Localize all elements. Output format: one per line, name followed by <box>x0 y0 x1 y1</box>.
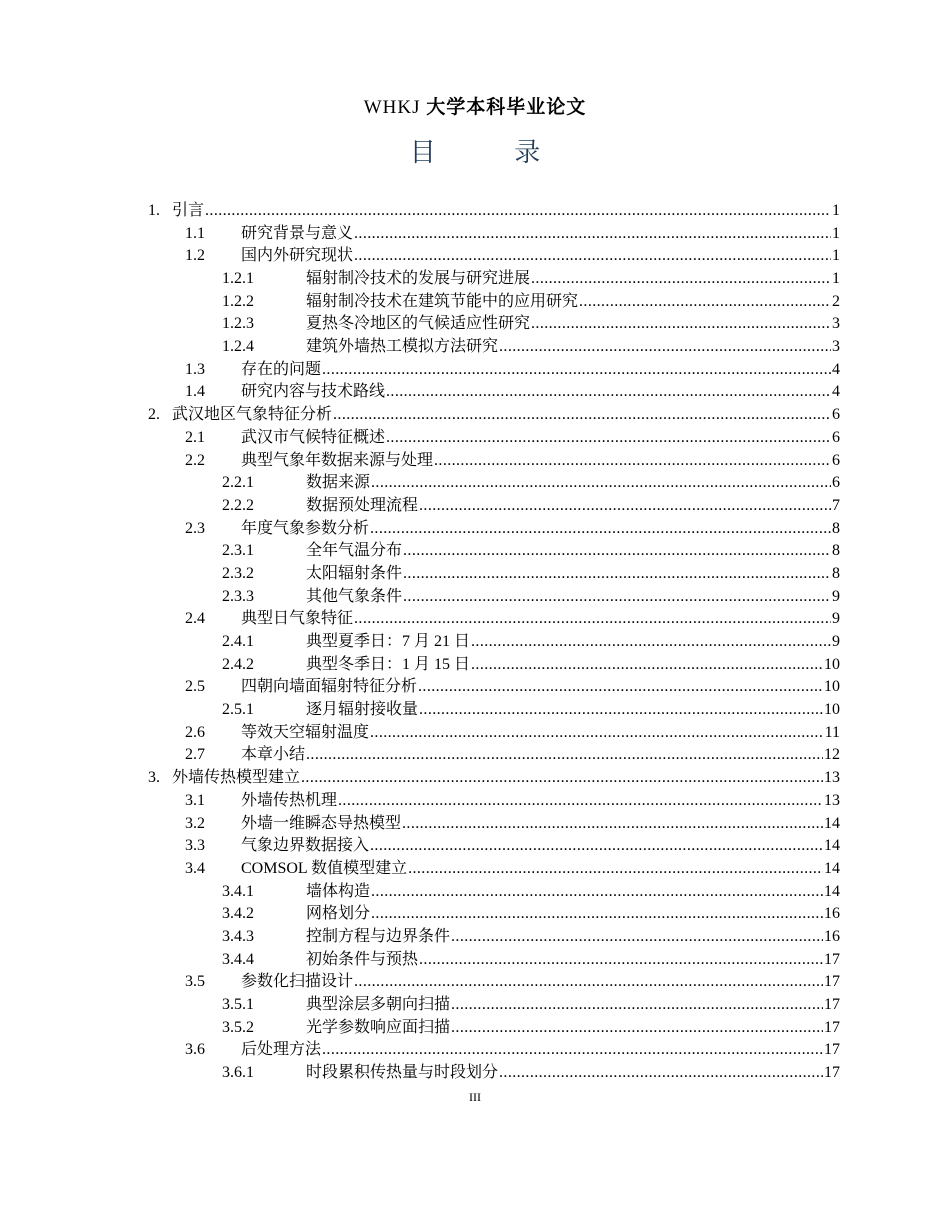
toc-entry-page: 4 <box>832 360 840 378</box>
toc-entry-title: 后处理方法 <box>241 1041 322 1059</box>
document-header <box>0 92 950 119</box>
toc-entry-page: 3 <box>832 315 840 333</box>
toc-dot-leader <box>434 450 831 473</box>
toc-entry-page: 1 <box>832 224 840 242</box>
toc-entry-page: 9 <box>832 633 840 651</box>
toc-dot-leader <box>451 1017 823 1040</box>
toc-dot-leader <box>354 223 831 246</box>
toc-entry-number: 2.2.1 <box>222 474 254 492</box>
toc-entry[interactable] <box>148 813 840 836</box>
toc-entry[interactable] <box>148 223 840 246</box>
toc-dot-leader <box>403 540 831 563</box>
toc-entry-title: 全年气温分布 <box>306 542 403 560</box>
toc-dot-leader <box>205 200 831 223</box>
toc-dot-leader <box>322 1039 823 1062</box>
toc-entry-number: 1.4 <box>185 383 205 401</box>
toc-entry-title: 辐射制冷技术在建筑节能中的应用研究 <box>306 292 579 310</box>
toc-entry-title: 网格划分 <box>306 905 371 923</box>
toc-entry-number: 2.4.1 <box>222 633 254 651</box>
toc-entry[interactable] <box>148 881 840 904</box>
toc-dot-leader <box>354 608 831 631</box>
toc-entry[interactable] <box>148 291 840 314</box>
toc-dot-leader <box>403 586 831 609</box>
toc-entry[interactable] <box>148 835 840 858</box>
toc-entry-page: 14 <box>824 814 840 832</box>
toc-entry[interactable] <box>148 586 840 609</box>
toc-entry[interactable] <box>148 926 840 949</box>
toc-dot-leader <box>499 1062 823 1085</box>
toc-entry-number: 2.5 <box>185 678 205 696</box>
toc-entry-title: 典型冬季日：1 月 15 日 <box>306 655 471 673</box>
toc-entry-title: COMSOL 数值模型建立 <box>241 859 408 877</box>
toc-entry[interactable] <box>148 608 840 631</box>
toc-entry-page: 2 <box>832 292 840 310</box>
toc-dot-leader <box>402 813 823 836</box>
toc-entry-title: 辐射制冷技术的发展与研究进展 <box>306 270 531 288</box>
toc-dot-leader <box>418 676 823 699</box>
toc-entry-number: 3.4.3 <box>222 927 254 945</box>
toc-entry-title: 外墙一维瞬态导热模型 <box>241 814 402 832</box>
toc-entry[interactable] <box>148 495 840 518</box>
toc-entry[interactable] <box>148 563 840 586</box>
toc-entry-number: 2.3.1 <box>222 542 254 560</box>
toc-entry-title: 逐月辐射接收量 <box>306 701 419 719</box>
toc-entry-page: 6 <box>832 474 840 492</box>
toc-dot-leader <box>371 903 823 926</box>
toc-entry-title: 国内外研究现状 <box>241 247 354 265</box>
toc-dot-leader <box>370 722 824 745</box>
toc-entry[interactable] <box>148 450 840 473</box>
toc-entry-title: 研究背景与意义 <box>241 224 354 242</box>
toc-entry-page: 10 <box>824 701 840 719</box>
toc-entry-page: 10 <box>824 678 840 696</box>
toc-dot-leader <box>471 654 823 677</box>
toc-entry-page: 17 <box>824 996 840 1014</box>
toc-entry-number: 1.1 <box>185 224 205 242</box>
toc-entry-number: 2.5.1 <box>222 701 254 719</box>
toc-entry-page: 6 <box>832 451 840 469</box>
toc-entry-title: 建筑外墙热工模拟方法研究 <box>306 338 499 356</box>
toc-entry-title: 武汉市气候特征概述 <box>241 428 386 446</box>
toc-entry-page: 9 <box>832 587 840 605</box>
toc-entry-page: 17 <box>824 950 840 968</box>
toc-entry-title: 武汉地区气象特征分析 <box>172 406 333 424</box>
toc-entry-number: 3.3 <box>185 837 205 855</box>
toc-dot-leader <box>322 359 831 382</box>
toc-dot-leader <box>338 790 823 813</box>
toc-entry-page: 12 <box>824 746 840 764</box>
toc-entry-number: 3.4.1 <box>222 882 254 900</box>
toc-entry[interactable] <box>148 654 840 677</box>
toc-entry-number: 1.2.3 <box>222 315 254 333</box>
toc-entry-page: 6 <box>832 406 840 424</box>
toc-entry-title: 气象边界数据接入 <box>241 837 370 855</box>
toc-entry-page: 14 <box>824 837 840 855</box>
toc-dot-leader <box>408 858 823 881</box>
toc-entry[interactable] <box>148 404 840 427</box>
toc-entry-page: 17 <box>824 1041 840 1059</box>
toc-entry-title: 典型涂层多朝向扫描 <box>306 996 451 1014</box>
toc-entry-number: 3.5 <box>185 973 205 991</box>
toc-entry-title: 外墙传热机理 <box>241 791 338 809</box>
toc-entry-page: 16 <box>824 927 840 945</box>
toc-entry[interactable] <box>148 949 840 972</box>
toc-entry[interactable] <box>148 994 840 1017</box>
toc-entry[interactable] <box>148 268 840 291</box>
toc-dot-leader <box>354 971 823 994</box>
toc-entry-page: 8 <box>832 542 840 560</box>
toc-entry-title: 墙体构造 <box>306 882 371 900</box>
toc-entry[interactable] <box>148 903 840 926</box>
toc-entry[interactable] <box>148 767 840 790</box>
toc-entry-page: 8 <box>832 519 840 537</box>
toc-entry[interactable] <box>148 676 840 699</box>
toc-entry-page: 17 <box>824 1018 840 1036</box>
toc-entry-number: 2.1 <box>185 428 205 446</box>
toc-entry-number: 1.2.4 <box>222 338 254 356</box>
toc-dot-leader <box>403 563 831 586</box>
toc-dot-leader <box>451 994 823 1017</box>
toc-entry-title: 参数化扫描设计 <box>241 973 354 991</box>
header-title: 大学本科毕业论文 <box>426 97 587 118</box>
toc-entry-page: 17 <box>824 973 840 991</box>
header-prefix: WHKJ <box>363 97 421 118</box>
toc-entry-title: 年度气象参数分析 <box>241 519 370 537</box>
toc-entry-title: 初始条件与预热 <box>306 950 419 968</box>
toc-entry-title: 外墙传热模型建立 <box>172 769 301 787</box>
toc-entry-number: 2.7 <box>185 746 205 764</box>
toc-entry-title: 数据预处理流程 <box>306 496 419 514</box>
toc-dot-leader <box>333 404 831 427</box>
toc-entry[interactable] <box>148 382 840 405</box>
toc-dot-leader <box>419 949 823 972</box>
toc-entry-title: 控制方程与边界条件 <box>306 927 451 945</box>
table-of-contents <box>148 200 840 1085</box>
toc-entry-number: 3.2 <box>185 814 205 832</box>
toc-entry-title: 引言 <box>172 201 205 219</box>
toc-dot-leader <box>371 472 831 495</box>
toc-entry-page: 13 <box>824 791 840 809</box>
toc-entry-number: 2.3 <box>185 519 205 537</box>
toc-entry-number: 2.3.3 <box>222 587 254 605</box>
toc-dot-leader <box>354 245 831 268</box>
toc-entry-page: 13 <box>824 769 840 787</box>
toc-dot-leader <box>386 381 831 404</box>
toc-entry-number: 3. <box>148 769 160 787</box>
toc-entry[interactable] <box>148 1062 840 1085</box>
toc-entry-page: 9 <box>832 610 840 628</box>
toc-entry-number: 3.6.1 <box>222 1064 254 1082</box>
toc-entry-number: 1.2.2 <box>222 292 254 310</box>
toc-entry-number: 2.4 <box>185 610 205 628</box>
toc-entry[interactable] <box>148 745 840 768</box>
toc-entry-page: 1 <box>832 201 840 219</box>
toc-title: 目 录 <box>409 138 577 167</box>
toc-dot-leader <box>419 699 823 722</box>
toc-entry-title: 其他气象条件 <box>306 587 403 605</box>
toc-entry-number: 2. <box>148 406 160 424</box>
toc-entry[interactable] <box>148 1039 840 1062</box>
toc-entry-number: 3.5.1 <box>222 996 254 1014</box>
toc-entry[interactable] <box>148 313 840 336</box>
toc-entry-number: 3.5.2 <box>222 1018 254 1036</box>
toc-entry-title: 时段累积传热量与时段划分 <box>306 1064 499 1082</box>
toc-entry-number: 2.3.2 <box>222 564 254 582</box>
toc-dot-leader <box>306 744 823 767</box>
toc-entry-page: 16 <box>824 905 840 923</box>
toc-entry-number: 2.2.2 <box>222 496 254 514</box>
toc-dot-leader <box>386 427 831 450</box>
toc-entry[interactable] <box>148 971 840 994</box>
toc-entry-title: 太阳辐射条件 <box>306 564 403 582</box>
toc-entry-number: 3.4.4 <box>222 950 254 968</box>
toc-entry-page: 6 <box>832 428 840 446</box>
toc-dot-leader <box>301 767 823 790</box>
toc-entry[interactable] <box>148 858 840 881</box>
toc-entry-page: 1 <box>832 247 840 265</box>
toc-entry-number: 3.4.2 <box>222 905 254 923</box>
toc-entry-title: 存在的问题 <box>241 360 322 378</box>
toc-entry[interactable] <box>148 790 840 813</box>
toc-dot-leader <box>370 518 831 541</box>
toc-entry-number: 2.2 <box>185 451 205 469</box>
toc-entry-page: 11 <box>824 723 840 741</box>
toc-entry[interactable] <box>148 427 840 450</box>
toc-entry-page: 3 <box>832 338 840 356</box>
toc-entry-number: 1.2.1 <box>222 270 254 288</box>
toc-entry-page: 4 <box>832 383 840 401</box>
toc-entry-page: 17 <box>824 1064 840 1082</box>
toc-entry-title: 研究内容与技术路线 <box>241 383 386 401</box>
toc-dot-leader <box>371 881 823 904</box>
toc-entry[interactable] <box>148 631 840 654</box>
toc-entry-title: 典型日气象特征 <box>241 610 354 628</box>
toc-dot-leader <box>471 631 831 654</box>
toc-entry-number: 1.2 <box>185 247 205 265</box>
toc-entry-page: 8 <box>832 564 840 582</box>
toc-entry-page: 1 <box>832 270 840 288</box>
toc-entry-title: 本章小结 <box>241 746 306 764</box>
toc-entry-number: 2.6 <box>185 723 205 741</box>
toc-dot-leader <box>451 926 823 949</box>
toc-dot-leader <box>579 291 831 314</box>
toc-entry-page: 10 <box>824 655 840 673</box>
toc-entry[interactable] <box>148 518 840 541</box>
toc-entry-page: 14 <box>824 882 840 900</box>
toc-entry[interactable] <box>148 540 840 563</box>
toc-entry[interactable] <box>148 359 840 382</box>
toc-entry[interactable] <box>148 200 840 223</box>
toc-dot-leader <box>531 313 831 336</box>
toc-dot-leader <box>419 495 831 518</box>
toc-entry-title: 数据来源 <box>306 474 371 492</box>
toc-entry[interactable] <box>148 472 840 495</box>
toc-dot-leader <box>531 268 831 291</box>
toc-entry[interactable] <box>148 1017 840 1040</box>
toc-entry-title: 光学参数响应面扫描 <box>306 1018 451 1036</box>
toc-entry-title: 夏热冬冷地区的气候适应性研究 <box>306 315 531 333</box>
toc-entry-title: 典型气象年数据来源与处理 <box>241 451 434 469</box>
toc-entry-title: 四朝向墙面辐射特征分析 <box>241 678 418 696</box>
toc-entry-number: 2.4.2 <box>222 655 254 673</box>
toc-entry-page: 7 <box>832 496 840 514</box>
toc-entry[interactable] <box>148 336 840 359</box>
toc-entry[interactable] <box>148 245 840 268</box>
toc-entry-number: 1. <box>148 201 160 219</box>
toc-entry-number: 3.1 <box>185 791 205 809</box>
toc-entry-number: 1.3 <box>185 360 205 378</box>
toc-entry[interactable] <box>148 722 840 745</box>
toc-entry[interactable] <box>148 699 840 722</box>
toc-entry-number: 3.6 <box>185 1041 205 1059</box>
toc-dot-leader <box>499 336 831 359</box>
toc-entry-page: 14 <box>824 859 840 877</box>
toc-entry-number: 3.4 <box>185 859 205 877</box>
toc-entry-title: 等效天空辐射温度 <box>241 723 370 741</box>
toc-entry-title: 典型夏季日：7 月 21 日 <box>306 633 471 651</box>
page-number: III <box>469 1090 481 1104</box>
toc-dot-leader <box>370 835 823 858</box>
